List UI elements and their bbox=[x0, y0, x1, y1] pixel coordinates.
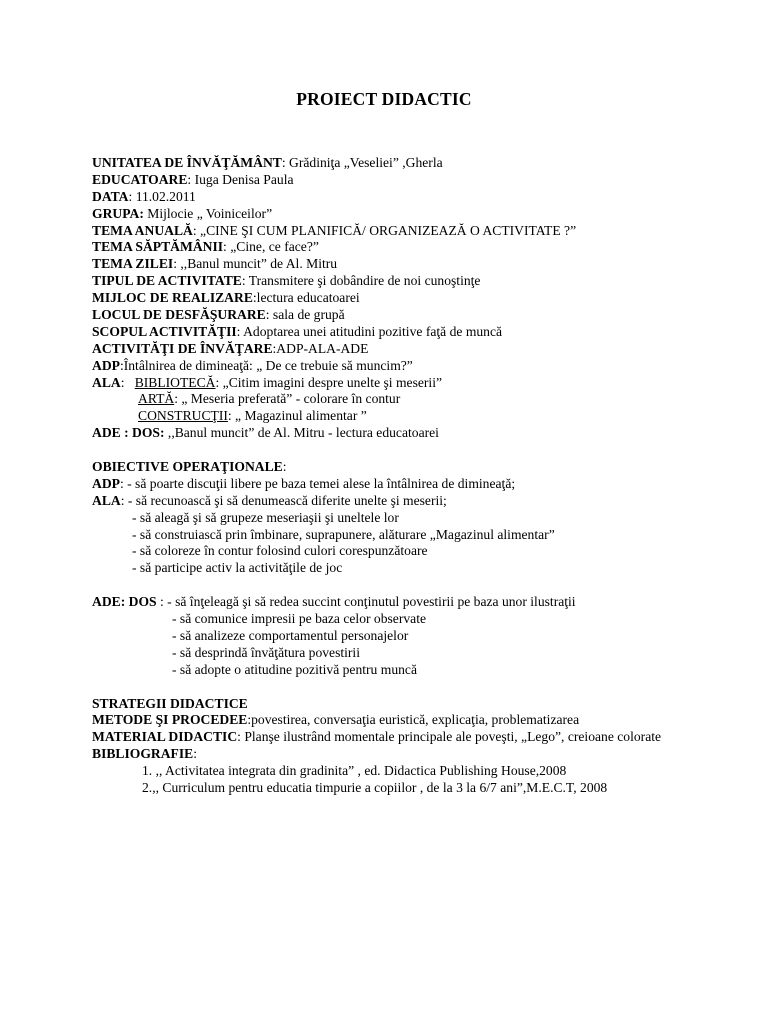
spacer bbox=[92, 442, 732, 459]
strategies-material bbox=[92, 729, 732, 746]
objectives-heading-sep: : bbox=[282, 459, 287, 475]
field-sep: : bbox=[236, 323, 244, 339]
objective-ala-item: - să participe activ la activităţile de joc bbox=[132, 560, 343, 576]
objective-adp-text: : - să poarte discuţii libere pe baza temei alese la întâlnirea de dimineaţă; bbox=[119, 475, 516, 491]
field-sep: : bbox=[192, 222, 201, 238]
document-body bbox=[92, 155, 732, 797]
strategies-heading: STRATEGII DIDACTICE bbox=[92, 695, 248, 711]
ala-item-text: : „ Magazinul alimentar ” bbox=[227, 408, 367, 424]
field-label: MIJLOC DE REALIZARE bbox=[92, 290, 253, 306]
field-label: ACTIVITĂŢI DE ÎNVĂŢARE bbox=[92, 340, 273, 356]
field-value: Grădiniţa „Veseliei” ,Gherla bbox=[289, 155, 443, 170]
spacer bbox=[92, 577, 732, 594]
field-label: ADP bbox=[92, 357, 120, 373]
field-label: EDUCATOARE bbox=[92, 171, 188, 187]
document-title: PROIECT DIDACTIC bbox=[296, 89, 472, 109]
objectives-heading: OBIECTIVE OPERAŢIONALE bbox=[92, 459, 283, 475]
field-adp bbox=[92, 358, 732, 375]
field-sep: : bbox=[187, 171, 195, 187]
field-grupa bbox=[92, 206, 732, 223]
methods-text: :povestirea, conversaţia euristică, explicaţia, problematizarea bbox=[247, 712, 580, 728]
field-sep: : bbox=[223, 239, 231, 255]
field-sep: : bbox=[241, 273, 249, 289]
field-label: UNITATEA DE ÎNVĂŢĂMÂNT bbox=[92, 155, 282, 170]
objective-dos-item: - să desprindă învăţătura povestirii bbox=[172, 644, 360, 660]
ala-line-biblioteca bbox=[92, 375, 732, 392]
field-label: TIPUL DE ACTIVITATE bbox=[92, 273, 242, 289]
field-label: TEMA ZILEI bbox=[92, 256, 174, 272]
ala-line-constructii bbox=[92, 408, 732, 425]
bibliography-heading-line bbox=[92, 746, 732, 763]
ala-label: ALA bbox=[92, 374, 121, 390]
field-sep: : bbox=[281, 155, 290, 170]
objective-dos-item: - să analizeze comportamentul personajelor bbox=[172, 627, 409, 643]
field-value: „CINE ŞI CUM PLANIFICĂ/ ORGANIZEAZĂ O ACTIVITATE ?” bbox=[200, 222, 577, 238]
field-mijloc-realizare bbox=[92, 290, 732, 307]
objective-ala-item: - să aleagă şi să grupeze meseriaşii şi uneltele lor bbox=[132, 509, 399, 525]
spacer bbox=[92, 679, 732, 696]
objective-ala-item: - să coloreze în contur folosind culori corespunzătoare bbox=[132, 543, 428, 559]
ade-text: ,,Banul muncit” de Al. Mitru - lectura educatoarei bbox=[164, 425, 439, 441]
objective-dos-text: : - să înţeleagă şi să redea succint conţinutul povestirii pe baza unor ilustraţii bbox=[156, 594, 576, 610]
field-value: Transmitere şi dobândire de noi cunoştinţe bbox=[248, 273, 481, 289]
bibliography-heading-sep: : bbox=[193, 746, 198, 762]
field-tema-saptamanii bbox=[92, 239, 732, 256]
bibliography-heading: BIBLIOGRAFIE bbox=[92, 746, 194, 762]
field-activitati bbox=[92, 341, 732, 358]
field-tipul-activitate bbox=[92, 273, 732, 290]
field-value: „Cine, ce face?” bbox=[230, 239, 319, 255]
field-value: :Întâlnirea de dimineaţă: „ De ce trebuie să muncim?” bbox=[119, 357, 413, 373]
ala-item-text: : „ Meseria preferată” - colorare în contur bbox=[174, 391, 401, 407]
field-data bbox=[92, 189, 732, 206]
field-value: Adoptarea unei atitudini pozitive faţă de muncă bbox=[243, 323, 503, 339]
field-value: sala de grupă bbox=[272, 307, 345, 323]
ala-line-arta bbox=[92, 391, 732, 408]
ala-item-name: CONSTRUCŢII bbox=[138, 408, 228, 424]
field-value: :lectura educatoarei bbox=[252, 290, 360, 306]
field-value: ,,Banul muncit” de Al. Mitru bbox=[180, 256, 338, 272]
strategies-methods bbox=[92, 712, 732, 729]
objective-dos-label: ADE: DOS bbox=[92, 594, 157, 610]
objective-dos-item: - să comunice impresii pe baza celor observate bbox=[172, 611, 427, 627]
objective-ala-first bbox=[92, 493, 732, 510]
bibliography-item: 2.,, Curriculum pentru educatia timpurie a copiilor , de la 3 la 6/7 ani”,M.E.C.T, 2008 bbox=[142, 779, 608, 795]
field-label: LOCUL DE DESFĂŞURARE bbox=[92, 307, 266, 323]
ade-line bbox=[92, 425, 732, 442]
objective-dos-item: - să adopte o atitudine pozitivă pentru muncă bbox=[172, 661, 417, 677]
objective-ala-item: - să construiască prin îmbinare, suprapunere, alăturare „Magazinul alimentar” bbox=[132, 526, 555, 542]
field-locul-desfasurare bbox=[92, 307, 732, 324]
field-sep: : bbox=[128, 188, 136, 204]
field-label: TEMA ANUALĂ bbox=[92, 222, 193, 238]
field-label: SCOPUL ACTIVITĂŢII bbox=[92, 323, 237, 339]
field-label: TEMA SĂPTĂMÂNII bbox=[92, 239, 224, 255]
field-value: 11.02.2011 bbox=[135, 188, 196, 204]
ala-item-name: BIBLIOTECĂ bbox=[134, 374, 216, 390]
field-scopul bbox=[92, 324, 732, 341]
objective-ala-label: ALA bbox=[92, 492, 121, 508]
objective-ala-text: : - să recunoască şi să denumească diferite unelte şi meserii; bbox=[120, 492, 447, 508]
field-label: DATA bbox=[92, 188, 129, 204]
field-label: GRUPA: bbox=[92, 205, 144, 221]
field-unitatea bbox=[92, 155, 732, 172]
bibliography-item: 1. ,, Activitatea integrata din gradinita” , ed. Didactica Publishing House,2008 bbox=[142, 763, 567, 779]
material-text: : Planşe ilustrând momentale principale ale poveşti, „Lego”, creioane colorate bbox=[237, 729, 662, 745]
ade-label: ADE : DOS: bbox=[92, 425, 165, 441]
ala-colon: : bbox=[120, 374, 135, 390]
objectives-heading-line bbox=[92, 459, 732, 476]
ala-item-text: : „Citim imagini despre unelte şi meserii” bbox=[215, 374, 443, 390]
ala-item-name: ARTĂ bbox=[138, 391, 175, 407]
field-educatoare bbox=[92, 172, 732, 189]
methods-label: METODE ŞI PROCEDEE bbox=[92, 712, 248, 728]
objective-adp-label: ADP bbox=[92, 475, 120, 491]
objective-dos-first bbox=[92, 594, 732, 611]
field-value: Mijlocie „ Voiniceilor” bbox=[147, 205, 273, 221]
material-label: MATERIAL DIDACTIC bbox=[92, 729, 238, 745]
field-tema-anuala bbox=[92, 223, 732, 240]
field-tema-zilei bbox=[92, 256, 732, 273]
objective-adp bbox=[92, 476, 732, 493]
field-value: :ADP-ALA-ADE bbox=[272, 340, 369, 356]
field-value: Iuga Denisa Paula bbox=[194, 171, 294, 187]
field-sep: : bbox=[173, 256, 181, 272]
field-sep: : bbox=[265, 307, 273, 323]
